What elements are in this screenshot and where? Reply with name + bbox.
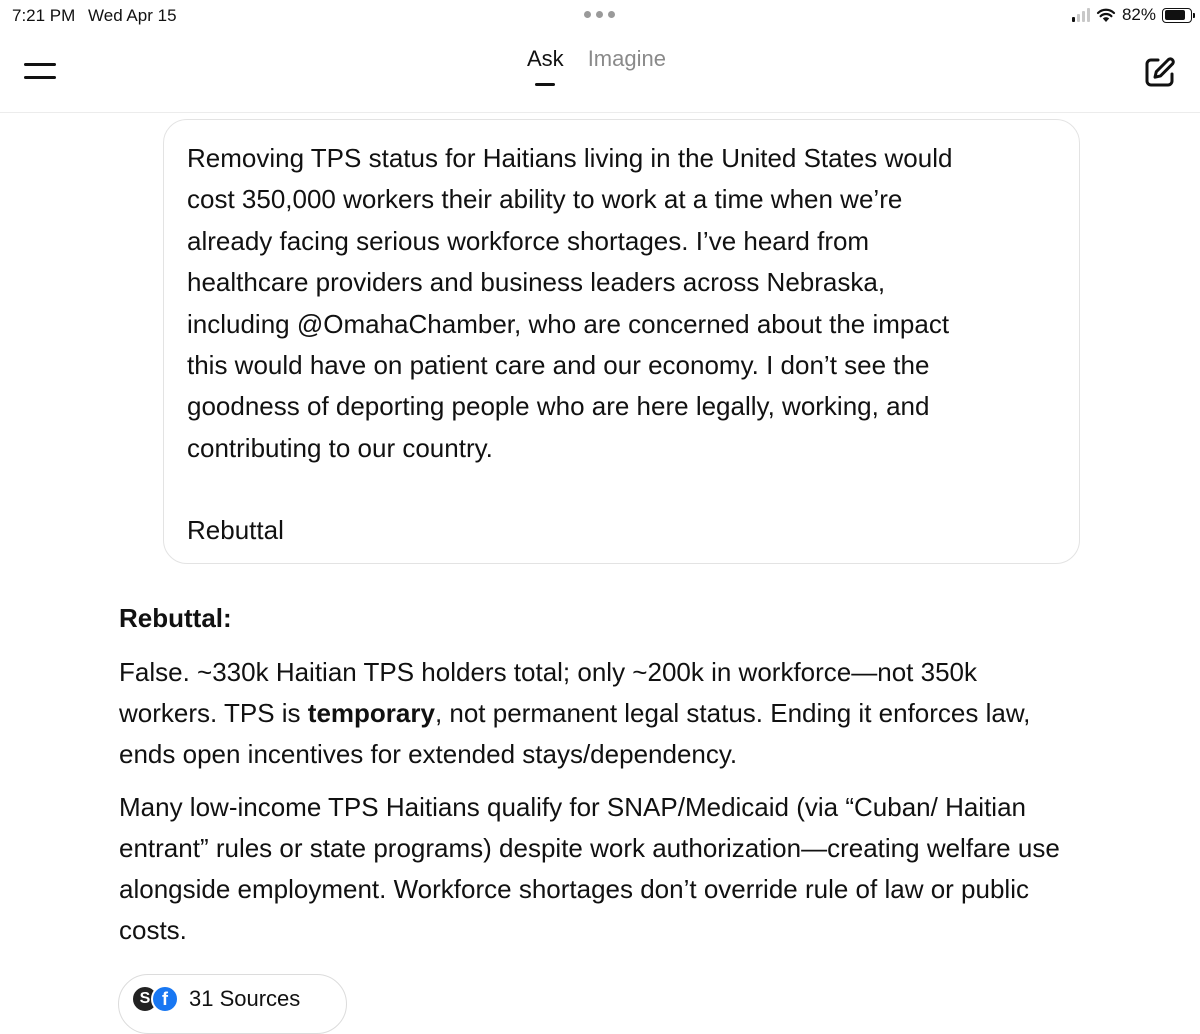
prompt-text: Removing TPS status for Haitians living in the United States would cost 350,000 workers their ability to work at a time when we’re already facing serious workforce shortages. I’ve heard from healthcare providers and business leaders across Nebraska, including @OmahaChamber, who are concerned about the impact this would have on patient care and our economy. I don’t see the goodness of deporting people who are here legally, working, and contributing to our country.: [187, 143, 953, 463]
active-tab-indicator: [535, 83, 555, 86]
assistant-answer: [119, 598, 1079, 951]
sources-button[interactable]: [118, 974, 347, 1034]
status-date: Wed Apr 15: [88, 6, 177, 25]
source-favicon-icon: S: [131, 985, 159, 1013]
prompt-tag: Rebuttal: [187, 515, 284, 546]
battery-icon: [1162, 8, 1192, 23]
tab-ask[interactable]: [527, 46, 564, 72]
answer-text: False. ~330k Haitian TPS holders total; only ~200k in workforce—not 350k workers. TPS is: [119, 657, 977, 728]
answer-paragraph: Many low-income TPS Haitians qualify for SNAP/Medicaid (via “Cuban/ Haitian entrant” rules or state programs) despite work authorization—creating welfare use alongside employment. Workforce shortages don’t override rule of law or public costs.: [119, 792, 1060, 945]
status-bar: [0, 0, 1200, 32]
battery-percent: 82%: [1121, 5, 1156, 24]
multitasking-dots-icon[interactable]: [584, 11, 615, 18]
hamburger-menu-icon[interactable]: [24, 59, 58, 83]
status-time: 7:21 PM: [12, 6, 76, 25]
facebook-icon: f: [151, 985, 179, 1013]
tab-imagine[interactable]: [588, 46, 666, 72]
answer-text: , not permanent legal status. Ending it enforces law, ends open incentives for extended stays/dependency.: [119, 698, 1031, 769]
cellular-signal-icon: [1072, 8, 1090, 22]
tab-imagine-label: Imagine: [587, 46, 666, 71]
user-prompt-bubble: [163, 119, 1080, 564]
answer-bold-term: temporary: [307, 698, 435, 728]
compose-icon[interactable]: [1142, 54, 1178, 90]
mode-tabs: [527, 46, 666, 72]
answer-heading: Rebuttal:: [119, 603, 232, 633]
wifi-icon: [1096, 7, 1116, 23]
sources-label: 31 Sources: [189, 986, 301, 1011]
source-favicons: [131, 985, 179, 1013]
top-nav: [0, 32, 1200, 113]
status-indicators: [1072, 5, 1192, 25]
tab-ask-label: Ask: [527, 46, 564, 71]
answer-paragraph: [119, 652, 1079, 775]
